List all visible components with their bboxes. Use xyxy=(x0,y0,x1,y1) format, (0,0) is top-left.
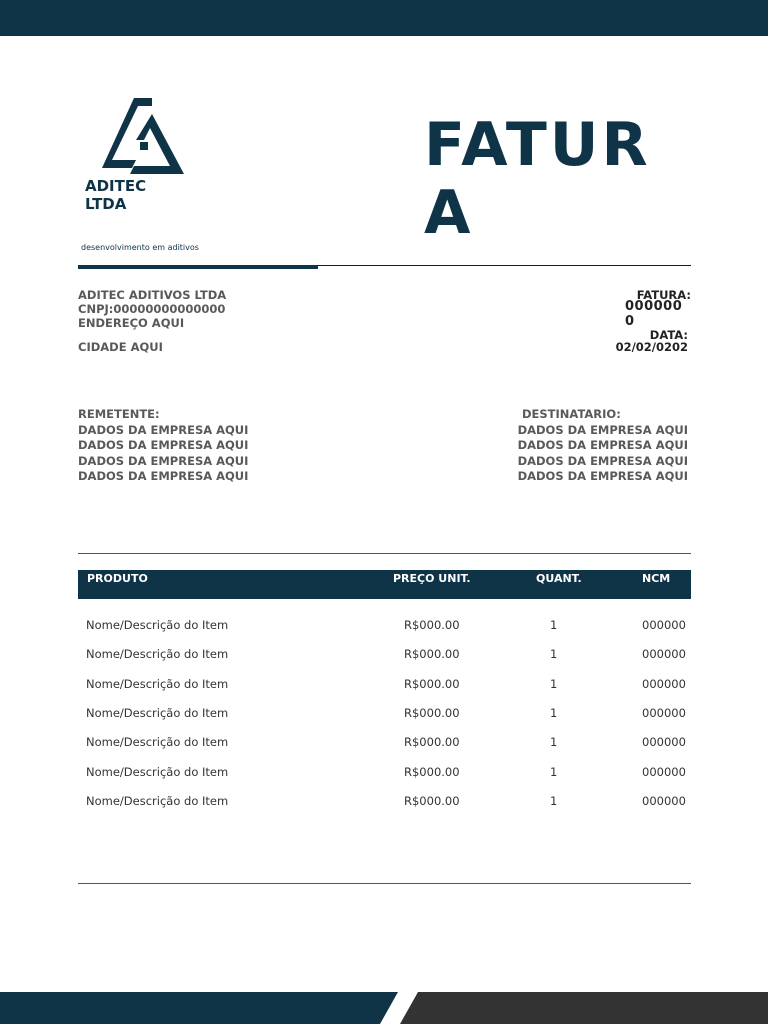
cell-ncm: 000000 xyxy=(642,735,686,750)
sender-line: DADOS DA EMPRESA AQUI xyxy=(78,422,249,437)
cell-quantity: 1 xyxy=(550,618,558,632)
sender-line: DADOS DA EMPRESA AQUI xyxy=(78,438,249,452)
cell-product: Nome/Descrição do Item xyxy=(86,764,229,779)
table-row xyxy=(78,765,691,785)
sender-block xyxy=(78,407,248,485)
issuer-line: ENDEREÇO AQUI xyxy=(78,316,185,330)
cell-quantity: 1 xyxy=(550,647,558,662)
column-header-ncm: NCM xyxy=(642,572,671,585)
cell-product: Nome/Descrição do Item xyxy=(86,735,229,750)
receiver-label: DESTINATARIO: xyxy=(522,407,621,421)
cell-quantity: 1 xyxy=(550,793,558,808)
issuer-block xyxy=(78,288,226,330)
receiver-block xyxy=(480,407,688,485)
table-row xyxy=(78,794,691,814)
cell-ncm: 000000 xyxy=(642,676,686,691)
cell-quantity: 1 xyxy=(550,735,558,750)
table-row xyxy=(78,647,691,667)
receiver-line: DADOS DA EMPRESA AQUI xyxy=(517,422,688,437)
cell-product: Nome/Descrição do Item xyxy=(86,705,229,720)
column-header-quantity: QUANT. xyxy=(536,572,582,585)
invoice-date: 02/02/0202 xyxy=(615,340,688,354)
cell-product: Nome/Descrição do Item xyxy=(86,647,229,662)
cell-unit-price: R$000.00 xyxy=(404,618,460,632)
header-band xyxy=(0,0,768,36)
cell-unit-price: R$000.00 xyxy=(404,676,460,691)
cell-unit-price: R$000.00 xyxy=(404,764,460,779)
header-divider-accent xyxy=(78,265,318,269)
cell-ncm: 000000 xyxy=(642,705,686,720)
sender-line: DADOS DA EMPRESA AQUI xyxy=(78,453,249,468)
cell-quantity: 1 xyxy=(550,676,558,691)
company-name: ADITEC LTDA xyxy=(85,177,147,213)
table-row xyxy=(78,706,691,726)
column-header-product: PRODUTO xyxy=(87,572,148,585)
cell-unit-price: R$000.00 xyxy=(404,735,460,750)
table-header xyxy=(78,570,691,599)
cell-quantity: 1 xyxy=(550,705,558,720)
table-divider-bottom xyxy=(78,883,691,884)
receiver-line: DADOS DA EMPRESA AQUI xyxy=(517,438,688,452)
cell-product: Nome/Descrição do Item xyxy=(86,618,229,632)
cell-unit-price: R$000.00 xyxy=(404,647,460,662)
cell-unit-price: R$000.00 xyxy=(404,705,460,720)
sender-line: DADOS DA EMPRESA AQUI xyxy=(78,469,249,483)
cell-ncm: 000000 xyxy=(642,618,686,632)
footer-band xyxy=(0,990,768,1024)
cell-product: Nome/Descrição do Item xyxy=(86,793,229,808)
cell-product: Nome/Descrição do Item xyxy=(86,676,229,691)
table-row xyxy=(78,618,691,638)
cell-ncm: 000000 xyxy=(642,793,686,808)
cell-quantity: 1 xyxy=(550,764,558,779)
company-tagline: desenvolvimento em aditivos xyxy=(81,243,199,252)
invoice-date-label: DATA: xyxy=(649,328,688,342)
company-logo-icon xyxy=(100,94,186,182)
table-divider-top xyxy=(78,553,691,554)
invoice-number: 0000000 xyxy=(625,299,683,329)
cell-ncm: 000000 xyxy=(642,764,686,779)
sender-label: REMETENTE: xyxy=(78,407,160,421)
invoice-number-label: FATURA: xyxy=(636,288,691,302)
column-header-unit-price: PREÇO UNIT. xyxy=(393,572,471,585)
document-title: FATURA xyxy=(424,110,651,248)
issuer-city: CIDADE AQUI xyxy=(78,340,163,354)
table-row xyxy=(78,677,691,697)
cell-ncm: 000000 xyxy=(642,647,686,662)
cell-unit-price: R$000.00 xyxy=(404,793,460,808)
receiver-line: DADOS DA EMPRESA AQUI xyxy=(517,469,688,483)
issuer-line: ADITEC ADITIVOS LTDA xyxy=(78,288,227,302)
table-row xyxy=(78,735,691,755)
issuer-line: CNPJ:00000000000000 xyxy=(78,302,226,316)
receiver-line: DADOS DA EMPRESA AQUI xyxy=(517,453,688,468)
